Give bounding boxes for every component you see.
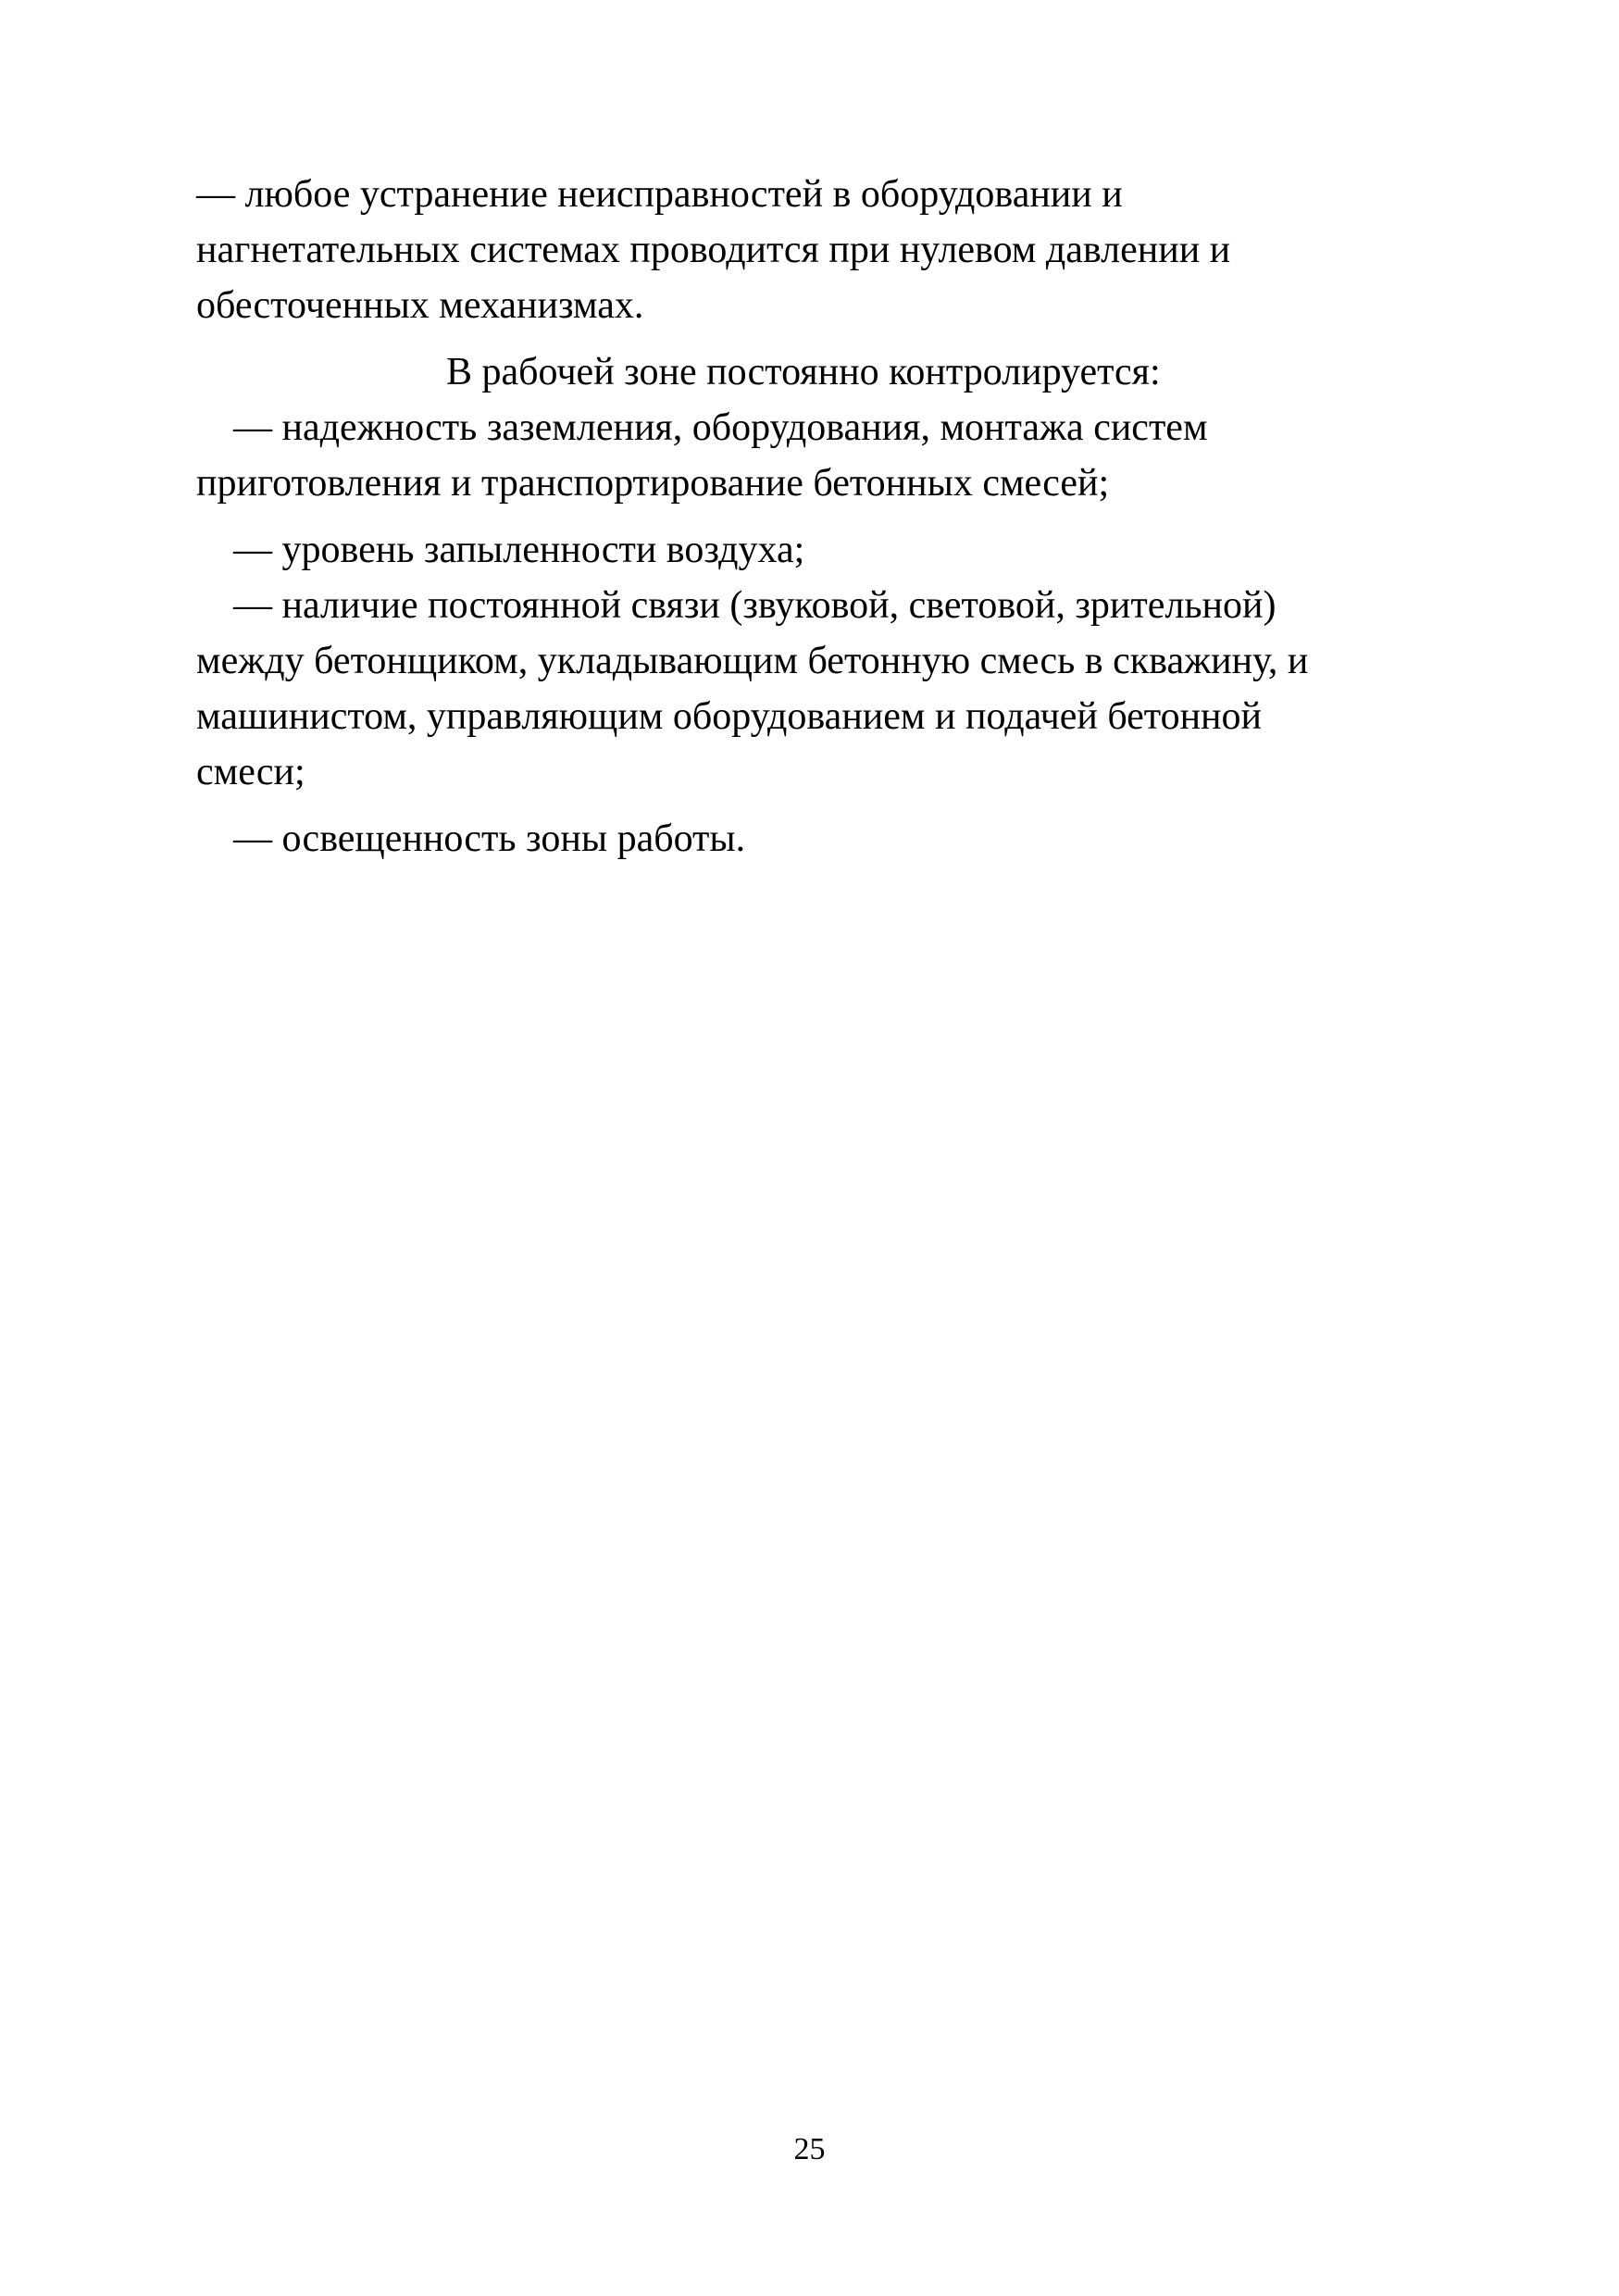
paragraph-troubleshooting: [196, 167, 1427, 333]
paragraph-line: между бетонщиком, укладывающим бетонную смесь в скважину, и: [196, 640, 1309, 682]
section-heading: [196, 344, 1427, 400]
paragraph-line: смеси;: [196, 751, 305, 793]
paragraph-line: нагнетательных системах проводится при нулевом давлении и: [196, 229, 1231, 271]
list-item-communication: [196, 578, 1427, 800]
paragraph-line: — наличие постоянной связи (звуковой, световой, зрительной): [233, 584, 1277, 627]
document-body: [196, 167, 1427, 867]
paragraph-line: — любое устранение неисправностей в оборудовании и: [196, 173, 1123, 216]
list-item-lighting: [196, 811, 1427, 867]
list-item-grounding: [196, 400, 1427, 511]
paragraph-line: обесточенных механизмах.: [196, 284, 644, 327]
paragraph-line: — надежность заземления, оборудования, монтажа систем: [233, 406, 1208, 449]
paragraph-line: машинистом, управляющим оборудованием и подачей бетонной: [196, 695, 1263, 738]
paragraph-line: — уровень запыленности воздуха;: [233, 529, 805, 571]
list-item-dust-level: [196, 522, 1427, 578]
section-heading-text: В рабочей зоне постоянно контролируется:: [446, 351, 1161, 393]
paragraph-line: приготовления и транспортирование бетонных смесей;: [196, 462, 1110, 505]
paragraph-line: — освещенность зоны работы.: [233, 817, 746, 860]
page-number: 25: [793, 2132, 826, 2166]
